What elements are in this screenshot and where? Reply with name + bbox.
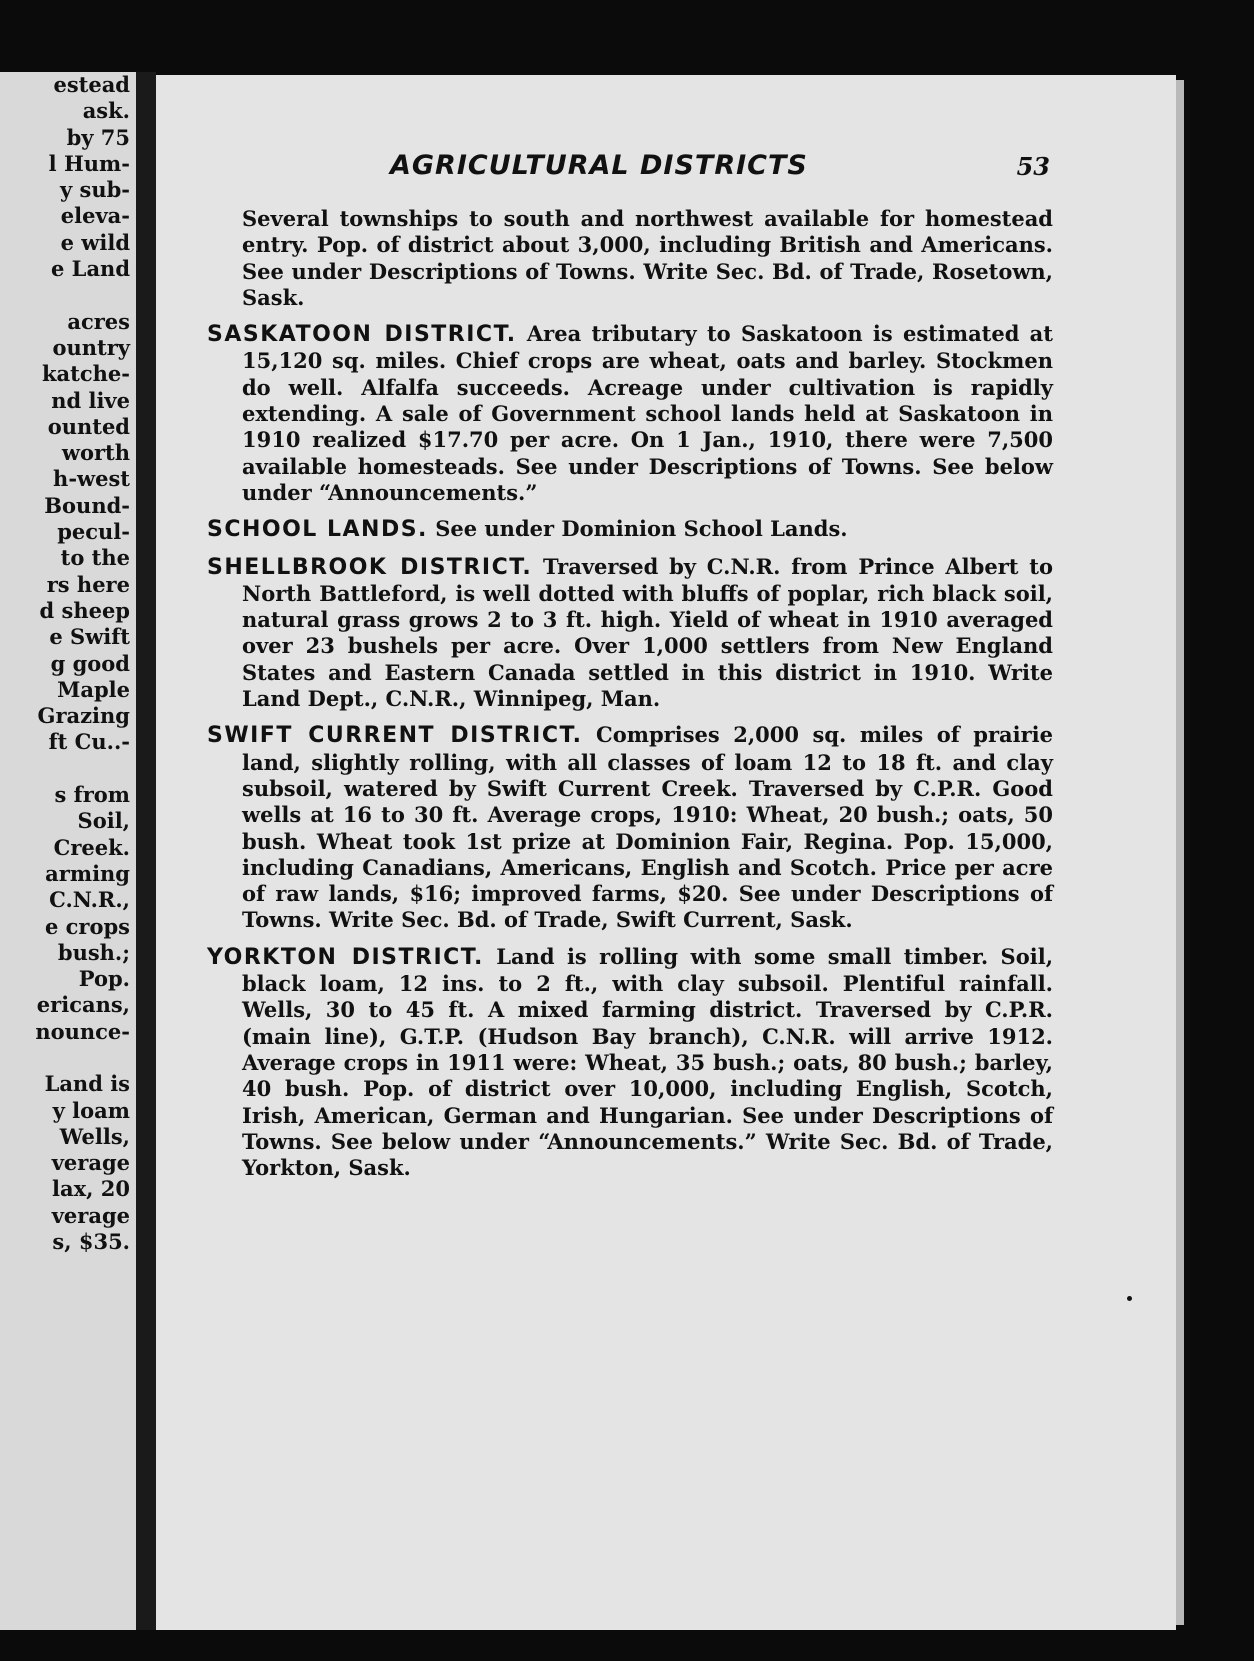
left-page-line: acres bbox=[67, 308, 130, 334]
left-page-line: h-west bbox=[53, 466, 130, 492]
left-page-line: ountry bbox=[52, 334, 130, 360]
left-page-line: verage bbox=[51, 1202, 130, 1228]
left-page-line: Maple bbox=[57, 676, 130, 702]
entry-heading: YORKTON DISTRICT. bbox=[207, 944, 484, 970]
page-number: 53 bbox=[1016, 152, 1050, 181]
left-page-line: C.N.R., bbox=[49, 887, 130, 913]
left-page-line: Land is bbox=[44, 1071, 130, 1097]
entry-heading: SCHOOL LANDS. bbox=[207, 517, 428, 543]
left-page-text bbox=[0, 72, 130, 1255]
left-page-line: Bound- bbox=[44, 492, 130, 518]
entry-heading: SHELLBROOK DISTRICT. bbox=[207, 554, 533, 580]
running-head: AGRICULTURAL DISTRICTS bbox=[390, 150, 808, 181]
left-page-line bbox=[0, 1045, 130, 1071]
left-page-line: Pop. bbox=[78, 966, 130, 992]
left-page-line: s, $35. bbox=[52, 1229, 130, 1255]
left-page-line: eleva- bbox=[60, 203, 130, 229]
book-spine bbox=[136, 72, 156, 1630]
entry-text: Several townships to south and northwest available for homestead entry. Pop. of district about 3,000, including British and Americans. See under Descriptions of Towns. Write Sec. Bd. of Trade, Rosetown, Sask. bbox=[242, 206, 1053, 310]
left-page-line: to the bbox=[60, 545, 130, 571]
left-page-line: arming bbox=[45, 860, 130, 886]
left-page-line: ericans, bbox=[36, 992, 130, 1018]
left-page-line: nounce- bbox=[35, 1018, 130, 1044]
entry-text: Land is rolling with some small timber. Soil, black loam, 12 ins. to 2 ft., with clay subsoil. Plentiful rainfall. Wells, 30 to 45 ft. A mixed farming district. Traversed by C.P.R. (main line), G.T.P. (Hudson Bay branch), C.N.R. will arrive 1912. Average crops in 1911 were: Wheat, 35 bush.; oats, 80 bush.; barley, 40 bush. Pop. of district over 10,000, including English, Scotch, Irish, American, German and Hungarian. See under Descriptions of Towns. See below under “Announcements.” Write Sec. Bd. of Trade, Yorkton, Sask. bbox=[242, 943, 1053, 1181]
left-page-line: bush.; bbox=[57, 939, 130, 965]
left-page-line: nd live bbox=[51, 387, 130, 413]
entry-text: Area tributary to Saskatoon is estimated at 15,120 sq. miles. Chief crops are wheat, oats and barley. Stockmen do well. Alfalfa succeeds. Acreage under cultivation is rapidly extending. A sale of Government school lands held at Saskatoon in 1910 realized $17.70 per acre. On 1 Jan., 1910, there were 7,500 available homesteads. See under Descriptions of Towns. See below under “Announcements.” bbox=[242, 321, 1053, 505]
left-page-line: ft Cu..- bbox=[48, 729, 130, 755]
entry-saskatoon-district bbox=[207, 321, 1053, 506]
page-header bbox=[390, 150, 1050, 190]
dust-speck bbox=[1127, 1296, 1132, 1301]
left-page-line: ounted bbox=[47, 413, 130, 439]
left-page-line: e wild bbox=[60, 229, 130, 255]
left-page-line: worth bbox=[61, 440, 130, 466]
left-page-line: g good bbox=[50, 650, 130, 676]
entry-swift-current-district bbox=[207, 722, 1053, 933]
left-page bbox=[0, 72, 136, 1630]
entry-text: Traversed by C.N.R. from Prince Albert to North Battleford, is well dotted with bluffs of poplar, rich black soil, natural grass grows 2 to 3 ft. high. Yield of wheat in 1910 averaged over 23 bushels per acre. Over 1,000 settlers from New England States and Eastern Canada settled in this district in 1910. Write Land Dept., C.N.R., Winnipeg, Man. bbox=[242, 553, 1053, 712]
left-page-line: Soil, bbox=[77, 808, 130, 834]
left-page-line: s from bbox=[54, 782, 130, 808]
left-page-line: Creek. bbox=[53, 834, 130, 860]
left-page-line: e Swift bbox=[49, 624, 130, 650]
left-page-line: katche- bbox=[42, 361, 130, 387]
left-page-line: lax, 20 bbox=[52, 1176, 130, 1202]
page-edge bbox=[1176, 80, 1184, 1625]
left-page-line: l Hum- bbox=[48, 150, 130, 176]
left-page-line bbox=[0, 282, 130, 308]
left-page-line: d sheep bbox=[39, 597, 130, 623]
page-content bbox=[207, 206, 1053, 1191]
entry-text: Comprises 2,000 sq. miles of prairie land, slightly rolling, with all classes of loam 12 to 18 ft. and clay subsoil, watered by Swift Current Creek. Traversed by C.P.R. Good wells at 16 to 30 ft. Average crops, 1910: Wheat, 20 bush.; oats, 50 bush. Wheat took 1st prize at Dominion Fair, Regina. Pop. 15,000, including Canadians, Americans, English and Scotch. Price per acre of raw lands, $16; improved farms, $20. See under Descriptions of Towns. Write Sec. Bd. of Trade, Swift Current, Sask. bbox=[242, 722, 1054, 933]
left-page-line: y loam bbox=[52, 1097, 130, 1123]
left-page-line: y sub- bbox=[59, 177, 130, 203]
left-page-line: Grazing bbox=[37, 703, 130, 729]
left-page-line bbox=[0, 756, 130, 782]
left-page-line: rs here bbox=[46, 571, 130, 597]
entry-heading: SASKATOON DISTRICT. bbox=[207, 322, 517, 348]
left-page-line: pecul- bbox=[57, 519, 130, 545]
entry-rosetown-continued bbox=[207, 206, 1053, 311]
entry-text: See under Dominion School Lands. bbox=[435, 516, 848, 542]
left-page-line: estead bbox=[53, 72, 130, 97]
left-page-line: ask. bbox=[82, 98, 130, 124]
left-page-line: by 75 bbox=[66, 124, 130, 150]
entry-heading: SWIFT CURRENT DISTRICT. bbox=[207, 723, 583, 749]
left-page-line: e crops bbox=[44, 913, 130, 939]
left-page-line: Wells, bbox=[59, 1123, 130, 1149]
entry-yorkton-district bbox=[207, 944, 1053, 1182]
entry-shellbrook-district bbox=[207, 554, 1053, 713]
left-page-line: verage bbox=[51, 1150, 130, 1176]
left-page-line: e Land bbox=[51, 256, 130, 282]
entry-school-lands bbox=[207, 516, 1053, 543]
